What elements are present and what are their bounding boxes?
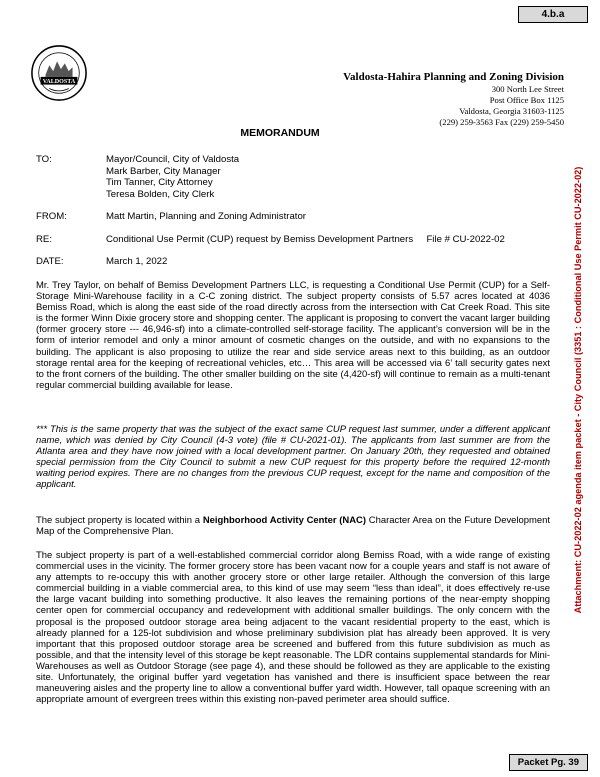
- to-label: TO:: [36, 154, 52, 165]
- paragraph-analysis: The subject property is part of a well-established commercial corridor along Bemiss Road, with a wide range of existing commercial uses in the vicinity. The former grocery store has been vacant now for a couple years and staff is not aware of any attempts to re-occupy this with another grocery store or other large retailer. Although the conversion of this large commercial building in a viable commercial area, to this kind of use may seem “less than ideal”, it does effectively re-use the large vacant building into something productive. It also leaves the remaining portions of the near-empty shopping center open for commercial occupancy and redevelopment with additional smaller buildings. The only concern with the proposal is the proposed outdoor storage area being adjacent to the vacant residential property to the east, which is already planned for a 125-lot subdivision and whose preliminary subdivision plat has already been approved. It is very important that this proposed outdoor storage area be screened and buffered from this future subdivision as much as possible, and that the intensity level of this storage be kept reasonable. The LDR contains supplemental standards for Mini-Warehouses as well as Outdoor Storage (see page 4), and these should be followed as they are applicable to the existing site. Unfortunately, the original buffer yard vegetation has vanished and there is insufficient space between the rear maneuvering aisles and the property line to allow a conventional buffer yard width. However, tall opaque screening with an appropriate amount of evergreen trees within this existing non-paved perimeter area should suffice.: [36, 550, 550, 706]
- from-label: FROM:: [36, 211, 67, 222]
- re-label: RE:: [36, 234, 52, 245]
- text-run: The subject property is located within a: [36, 515, 203, 526]
- city-seal-icon: [30, 44, 88, 102]
- from-value: Matt Martin, Planning and Zoning Administrator: [106, 211, 306, 222]
- date-value: March 1, 2022: [106, 256, 168, 267]
- text-run: Character Area on the Future Development Map of the Comprehensive Plan.: [36, 515, 550, 538]
- org-address-line: Post Office Box 1125: [489, 95, 564, 105]
- packet-page-number: Packet Pg. 39: [509, 754, 588, 771]
- nac-term: Neighborhood Activity Center (NAC): [202, 515, 366, 526]
- org-letterhead: [343, 70, 564, 128]
- memo-title: MEMORANDUM: [240, 127, 320, 139]
- to-recipients: [106, 154, 239, 200]
- paragraph-character-area: [36, 515, 550, 537]
- re-value: Conditional Use Permit (CUP) request by Bemiss Development Partners File # CU-2022-02: [106, 234, 505, 245]
- org-name: Valdosta-Hahira Planning and Zoning Division: [343, 71, 564, 83]
- org-phone-line: (229) 259-3563 Fax (229) 259-5450: [439, 117, 564, 127]
- attachment-sidebar: Attachment: CU-2022-02 agenda item packet - City Council (3351 : Conditional Use Permit CU-2022-02): [573, 166, 583, 614]
- recipient: Mayor/Council, City of Valdosta: [106, 154, 240, 165]
- seal-name: VALDOSTA: [42, 79, 76, 86]
- item-tag: 4.b.a: [518, 6, 588, 23]
- date-label: DATE:: [36, 256, 64, 267]
- recipient: Tim Tanner, City Attorney: [106, 177, 213, 188]
- paragraph-prior-request: *** This is the same property that was the subject of the exact same CUP request last summer, under a different applicant name, which was denied by City Council (4-3 vote) (file # CU-2021-01). The applicants from last summer are from the Atlanta area and they have now joined with a local development partner. On January 20th, they requested and obtained special permission from the City Council to submit a new CUP request for this property before the required 12-month waiting period expires. There are no changes from the previous CUP request, except for the name and composition of the applicant.: [36, 424, 550, 491]
- org-address-line: 300 North Lee Street: [491, 84, 564, 94]
- recipient: Teresa Bolden, City Clerk: [106, 188, 215, 200]
- org-address-line: Valdosta, Georgia 31603-1125: [459, 106, 564, 116]
- paragraph-request: Mr. Trey Taylor, on behalf of Bemiss Development Partners LLC, is requesting a Conditional Use Permit (CUP) for a Self-Storage Mini-Warehouse facility in a C-C zoning district. The subject property consists of 5.57 acres located at 4036 Bemiss Road, which is along the east side of the road directly across from the intersection with Cat Creek Road. This site is the former Winn Dixie grocery store and shopping center. The applicant is proposing to convert the vacant larger building (former grocery store --- 46,946-sf) into a climate-controlled self-storage facility. The applicant’s conversion will be in the form of interior remodel and only a minor amount of cosmetic changes on the outside, and with no expansions to the building. The applicant is also proposing to utilize the rear and side service areas next to this building, as an outdoor storage rental area for the keeping of recreational vehicles, etc… This area will be accessed via 6’ tall security gates next to the front corners of the building. The other smaller building on the site (4,420-sf) will continue to remain as a multi-tenant regular commercial building available for lease.: [36, 280, 550, 391]
- recipient: Mark Barber, City Manager: [106, 165, 221, 177]
